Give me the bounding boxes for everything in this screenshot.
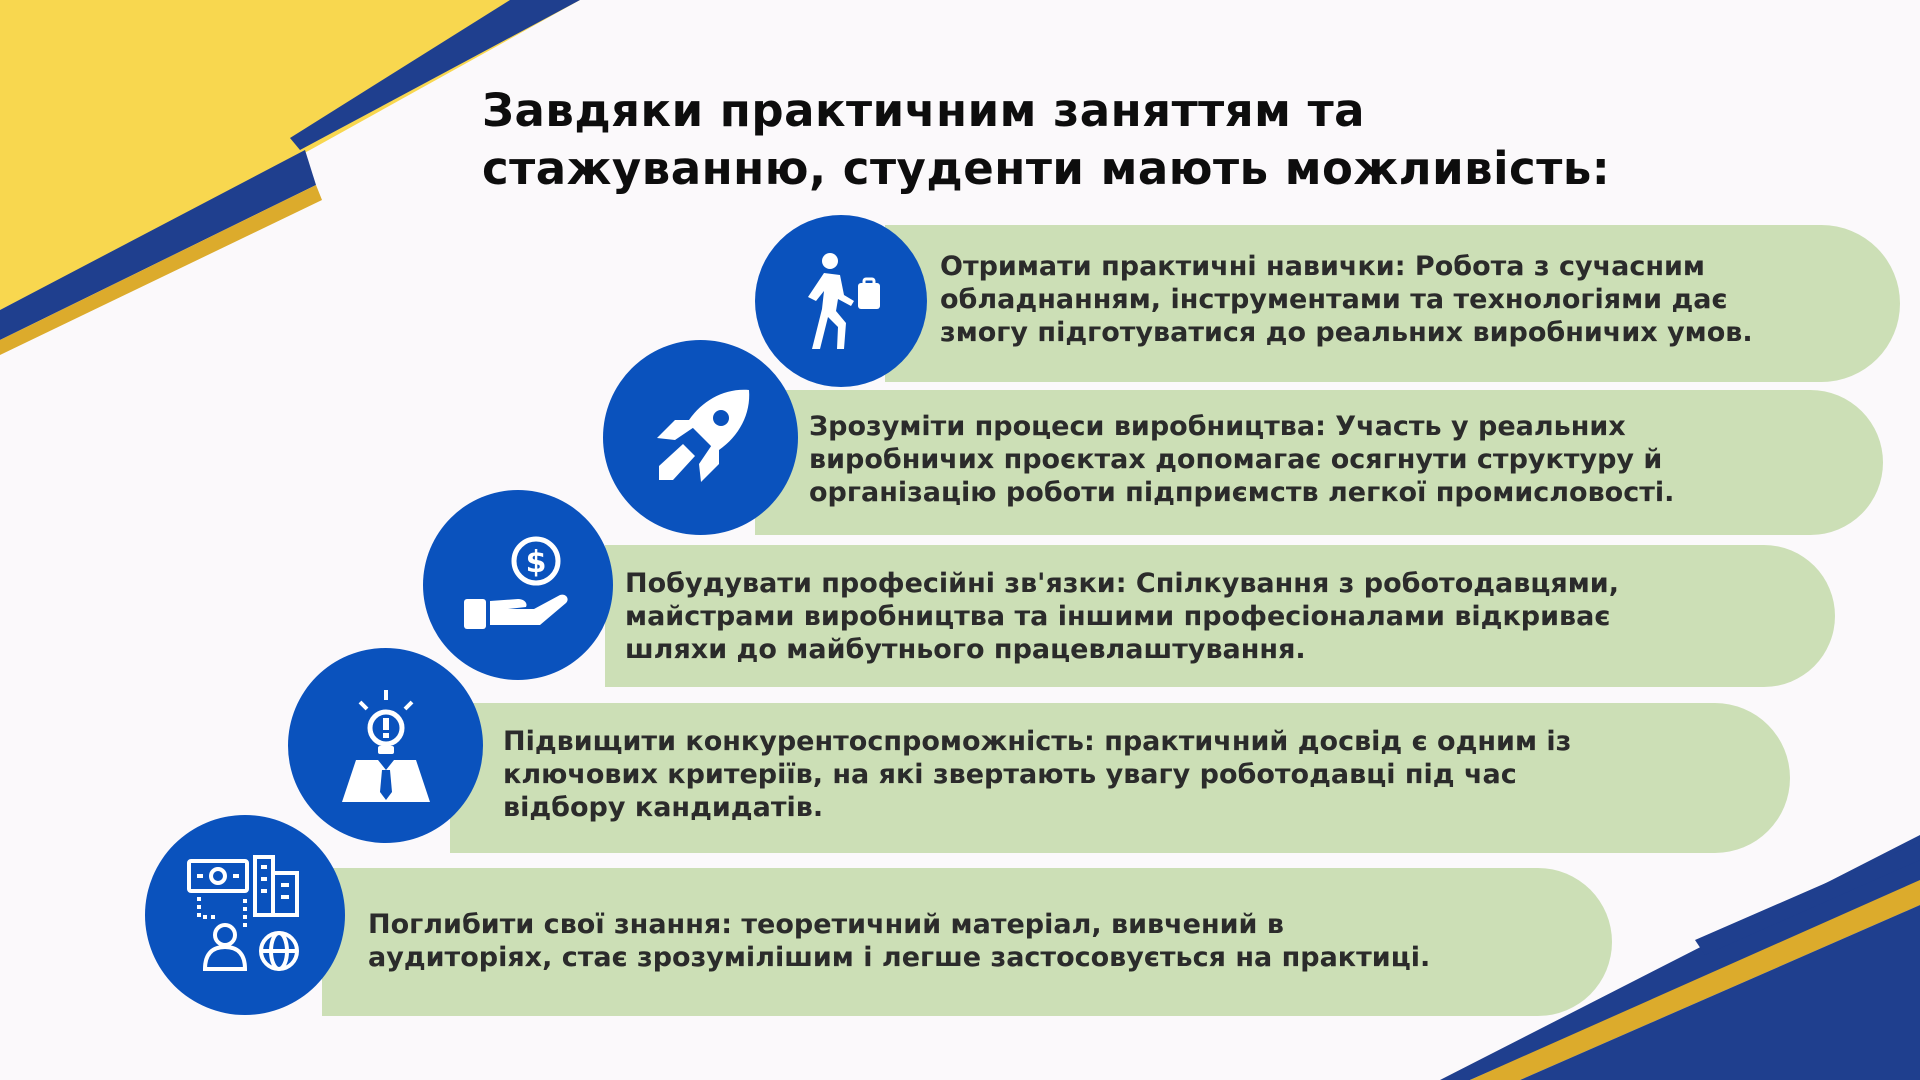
benefit-text: Побудувати професійні зв'язки: Спілкування з роботодавцями, майстрами виробництва та іншими професіоналами відкриває шляхи до майбутнього працевлаштування.	[625, 568, 1619, 665]
business-network-icon-circle	[145, 815, 345, 1015]
page-title-line-1: Завдяки практичним заняттям та	[482, 84, 1366, 137]
benefit-item-practical-skills	[885, 225, 1900, 382]
benefit-text: Поглибити свої знання: теоретичний матеріал, вивчений в аудиторіях, стає зрозумілішим і легше застосовується на практиці.	[368, 909, 1431, 973]
walking-businessman-icon-circle	[755, 215, 927, 387]
rocket-icon	[645, 382, 757, 494]
walking-businessman-icon	[798, 251, 884, 351]
benefit-text: Зрозуміти процеси виробництва: Участь у реальних виробничих проєктах допомагає осягнути структуру й організацію роботи підприємств легкої промисловості.	[809, 411, 1675, 508]
benefit-item-deepen-knowledge	[322, 868, 1612, 1016]
benefit-item-professional-connections	[605, 545, 1835, 687]
idea-person-icon	[340, 688, 432, 804]
page-title-line-2: стажуванню, студенти мають можливість:	[482, 142, 1611, 195]
hand-coin-icon-circle	[423, 490, 613, 680]
rocket-icon-circle	[603, 340, 798, 535]
page-title	[482, 82, 1782, 198]
benefit-item-production-processes	[755, 390, 1883, 535]
svg-text:$: $	[525, 545, 547, 580]
benefit-item-competitiveness	[450, 703, 1790, 853]
benefit-text: Підвищити конкурентоспроможність: практичний досвід є одним із ключових критеріїв, на які звертають увагу роботодавці під час відбору кандидатів.	[503, 726, 1572, 823]
business-network-icon	[185, 855, 305, 975]
hand-coin-icon	[460, 535, 576, 635]
idea-person-icon-circle	[288, 648, 483, 843]
benefit-text: Отримати практичні навички: Робота з сучасним обладнанням, інструментами та технологіями дає змогу підготуватися до реальних виробничих умов.	[940, 251, 1753, 348]
